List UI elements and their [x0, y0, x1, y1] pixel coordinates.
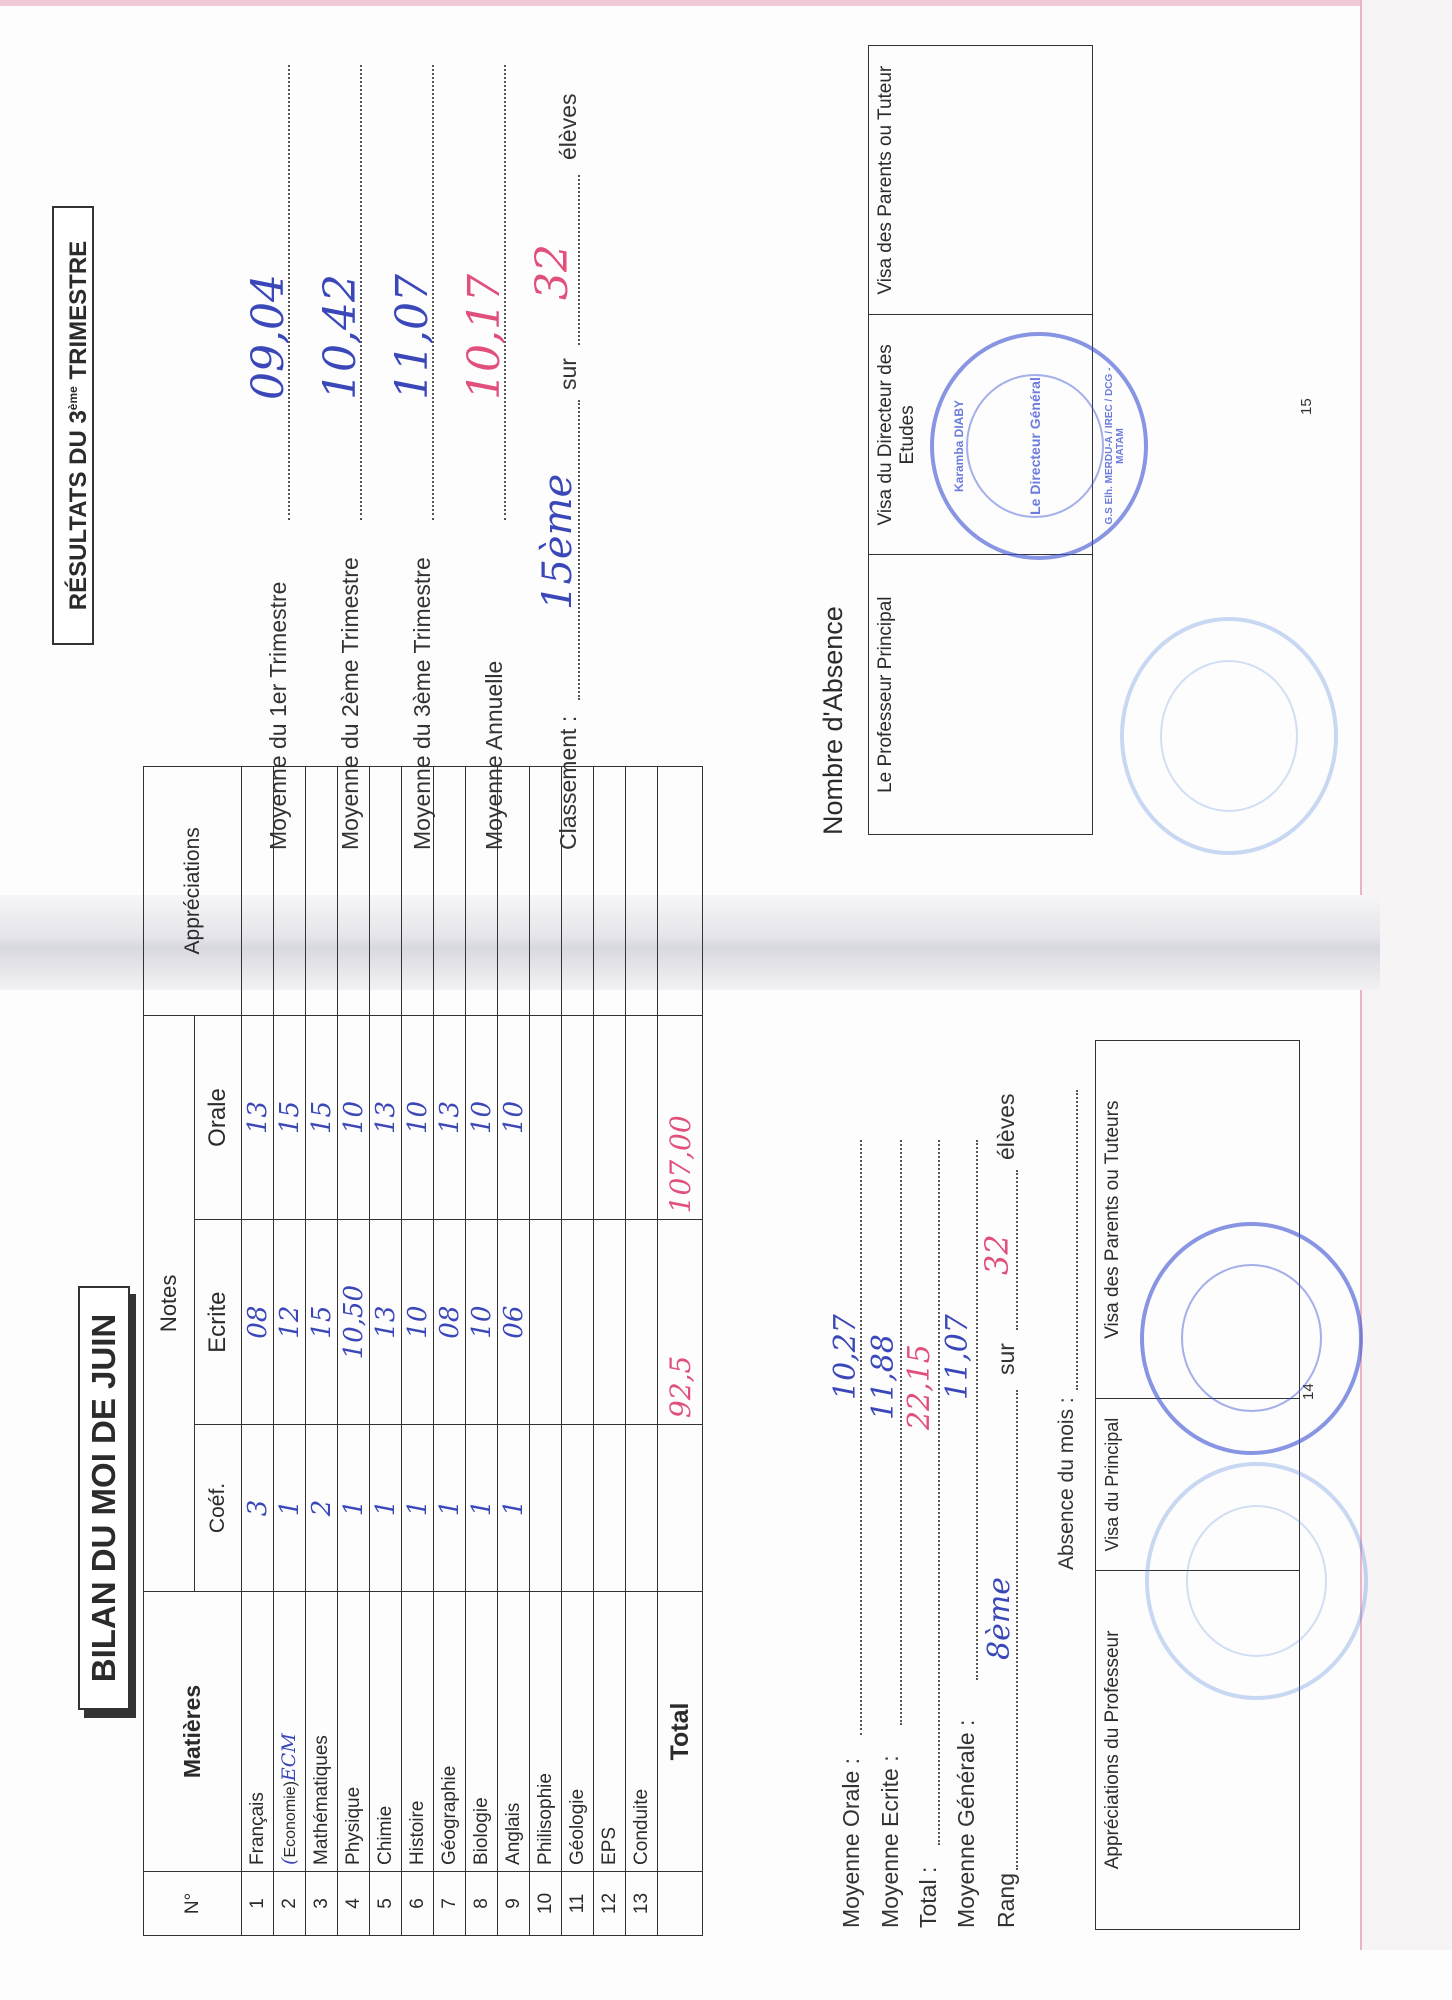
subject-name: Géologie [562, 1591, 594, 1871]
trimestre-label: Moyenne du 2ème Trimestre [337, 557, 363, 850]
page-number-15: 15 [1298, 398, 1315, 415]
appreciation-prof-cell: Appréciations du Professeur [1096, 1570, 1300, 1929]
moyenne-ecrite-label: Moyenne Ecrite : [877, 1755, 903, 1928]
total-label: Total [658, 1591, 703, 1871]
subject-printed-text: Economie) [282, 1781, 299, 1858]
table-row [306, 767, 338, 1936]
visa-parents-cell: Visa des Parents ou Tuteurs [1096, 1041, 1300, 1399]
table-row [242, 767, 274, 1936]
table-row [530, 767, 562, 1936]
col-ecrite-header: Ecrite [195, 1220, 242, 1425]
principal-stamp-inner [1181, 1265, 1323, 1413]
moyenne-orale-dots [860, 1140, 862, 1735]
orale-value: 13 [434, 1015, 466, 1220]
bilan-title: BILAN DU MOI DE JUIN [78, 1286, 130, 1710]
ecrite-value: 08 [242, 1220, 274, 1425]
row-number: 3 [306, 1871, 338, 1935]
moyenne-orale-label: Moyenne Orale : [838, 1757, 864, 1928]
total-summary-value: 22,15 [902, 1344, 937, 1430]
classement-eleves-label: élèves [555, 93, 581, 160]
ecrite-value [626, 1220, 658, 1425]
row-number: 1 [242, 1871, 274, 1935]
rang-sur-dots [1016, 1170, 1018, 1330]
orale-value: 13 [370, 1015, 402, 1220]
ecrite-value: 10 [466, 1220, 498, 1425]
classement-sur-dots [578, 175, 580, 345]
director-stamp-faint [1120, 617, 1338, 855]
coef-value: 1 [274, 1424, 306, 1591]
subject-handwritten-suffix: ECM [278, 1733, 300, 1782]
moyenne-orale-value: 10,27 [828, 1314, 863, 1400]
total-appreciation-cell [658, 767, 703, 1016]
resultats-title [52, 206, 94, 645]
total-empty-cell [658, 1871, 703, 1935]
classement-sur-value: 32 [527, 244, 578, 300]
table-row [402, 767, 434, 1936]
col-no-header: N° [144, 1871, 242, 1935]
absence-mois-dots [1076, 1090, 1078, 1390]
rang-value: 8ème [982, 1576, 1017, 1660]
appreciation-cell [626, 767, 658, 1016]
visa-parents-tuteur-cell: Visa des Parents ou Tuteur [869, 46, 1093, 315]
stamp-faint-inner [1160, 660, 1298, 811]
total-summary-dots [938, 1140, 940, 1845]
col-matieres-header: Matières [144, 1591, 242, 1871]
subject-name: Histoire [402, 1591, 434, 1871]
subject-handwritten-prefix: ( [278, 1857, 300, 1865]
row-number: 5 [370, 1871, 402, 1935]
subject-name: Mathématiques [306, 1591, 338, 1871]
ecrite-value [530, 1220, 562, 1425]
coef-value [594, 1424, 626, 1591]
col-notes-header: Notes [144, 1015, 195, 1591]
trimestre-label: Moyenne du 3ème Trimestre [409, 557, 435, 850]
table-row [370, 767, 402, 1936]
ecrite-value: 06 [498, 1220, 530, 1425]
subject-name: Chimie [370, 1591, 402, 1871]
total-orale: 107,00 [658, 1015, 703, 1220]
orale-value [594, 1015, 626, 1220]
moyenne-generale-label: Moyenne Générale : [953, 1719, 979, 1928]
subject-name: Biologie [466, 1591, 498, 1871]
subject-name: Anglais [498, 1591, 530, 1871]
classement-label: Classement : [555, 715, 581, 850]
row-number: 11 [562, 1871, 594, 1935]
prof-principal-cell: Le Professeur Principal [869, 555, 1093, 835]
row-number: 4 [338, 1871, 370, 1935]
orale-value [562, 1015, 594, 1220]
resultats-title-prefix: RÉSULTATS DU 3 [65, 410, 92, 611]
stamp-title: Le Directeur Général [1026, 377, 1043, 515]
trimestre-value: 11,07 [387, 274, 438, 400]
ecrite-value: 10,50 [338, 1220, 370, 1425]
coef-value: 3 [242, 1424, 274, 1591]
ecrite-value [594, 1220, 626, 1425]
orale-value [626, 1015, 658, 1220]
principal-stamp [1140, 1222, 1363, 1455]
orale-value: 15 [274, 1015, 306, 1220]
coef-value: 1 [434, 1424, 466, 1591]
row-number: 7 [434, 1871, 466, 1935]
col-appreciations-header: Appréciations [144, 767, 242, 1016]
subject-name: Géographie [434, 1591, 466, 1871]
trimestre-value: 10,42 [315, 274, 366, 400]
coef-value: 1 [338, 1424, 370, 1591]
orale-value: 10 [402, 1015, 434, 1220]
ecrite-value: 13 [370, 1220, 402, 1425]
visa-directeur-cell: Visa du Directeur des Etudes [869, 315, 1093, 555]
subject-name: Philisophie [530, 1591, 562, 1871]
director-stamp-main [930, 332, 1148, 560]
table-row [562, 767, 594, 1936]
coef-value [530, 1424, 562, 1591]
subject-name: EPS [594, 1591, 626, 1871]
trimestre-value: 10,17 [459, 274, 510, 400]
moyenne-ecrite-value: 11,88 [866, 1334, 901, 1420]
page-number-14: 14 [1300, 1383, 1317, 1400]
ecrite-value [562, 1220, 594, 1425]
coef-value: 1 [498, 1424, 530, 1591]
col-orale-header: Orale [195, 1015, 242, 1220]
coef-value [562, 1424, 594, 1591]
row-number: 9 [498, 1871, 530, 1935]
total-ecrite: 92,5 [658, 1220, 703, 1425]
visa-principal-cell: Visa du Principal [1096, 1399, 1300, 1570]
marks-table [143, 766, 703, 1936]
subject-name [274, 1591, 306, 1871]
table-row [434, 767, 466, 1936]
moyenne-generale-dots [976, 1140, 978, 1680]
total-coef-cell [658, 1424, 703, 1591]
stamp-ring-bottom: G.S Elh. MERDU-A / IREC / DCG - MATAM [1104, 367, 1127, 525]
resultats-title-sup: ème [66, 386, 80, 411]
moyenne-ecrite-dots [900, 1140, 902, 1725]
principal-stamp-faint-inner [1186, 1505, 1328, 1656]
principal-stamp-faint [1145, 1462, 1368, 1700]
resultats-title-suffix: TRIMESTRE [65, 240, 92, 387]
table-row [594, 767, 626, 1936]
orale-value: 15 [306, 1015, 338, 1220]
coef-value: 2 [306, 1424, 338, 1591]
row-number: 2 [274, 1871, 306, 1935]
row-number: 10 [530, 1871, 562, 1935]
orale-value [530, 1015, 562, 1220]
table-row [338, 767, 370, 1936]
total-summary-label: Total : [915, 1866, 941, 1928]
mark-rows [242, 767, 658, 1936]
appreciation-cell [434, 767, 466, 1016]
coef-value: 1 [466, 1424, 498, 1591]
appreciation-cell [594, 767, 626, 1016]
rang-label: Rang [993, 1873, 1019, 1928]
orale-value: 10 [338, 1015, 370, 1220]
ecrite-value: 10 [402, 1220, 434, 1425]
row-number: 12 [594, 1871, 626, 1935]
subject-name: Français [242, 1591, 274, 1871]
row-number: 8 [466, 1871, 498, 1935]
col-coef-header: Coéf. [195, 1424, 242, 1591]
ecrite-value: 15 [306, 1220, 338, 1425]
trimestre-label: Moyenne du 1er Trimestre [265, 581, 291, 850]
trimestre-value: 09,04 [243, 274, 294, 400]
table-row [274, 767, 306, 1936]
row-number: 13 [626, 1871, 658, 1935]
rang-eleves-label: élèves [993, 1093, 1019, 1160]
appreciation-cell [370, 767, 402, 1016]
coef-value [626, 1424, 658, 1591]
subject-name: Physique [338, 1591, 370, 1871]
absence-title: Nombre d'Absence [818, 606, 848, 835]
ecrite-value: 08 [434, 1220, 466, 1425]
coef-value: 1 [370, 1424, 402, 1591]
classement-sur-label: sur [555, 358, 581, 390]
rang-sur-value: 32 [978, 1234, 1016, 1275]
coef-value: 1 [402, 1424, 434, 1591]
ecrite-value: 12 [274, 1220, 306, 1425]
orale-value: 10 [466, 1015, 498, 1220]
trimestre-label: Moyenne Annuelle [481, 660, 507, 850]
orale-value: 10 [498, 1015, 530, 1220]
appreciation-cell [306, 767, 338, 1016]
table-row [498, 767, 530, 1936]
absence-mois-label: Absence du mois : [1055, 1397, 1078, 1570]
subject-name: Conduite [626, 1591, 658, 1871]
row-number: 6 [402, 1871, 434, 1935]
moyenne-generale-value: 11,07 [940, 1314, 975, 1400]
orale-value: 13 [242, 1015, 274, 1220]
stamp-ring-top: Karamba DIABY [951, 399, 966, 493]
rang-sur-label: sur [993, 1343, 1019, 1375]
classement-value: 15ème [535, 473, 581, 610]
table-row [466, 767, 498, 1936]
table-row [626, 767, 658, 1936]
